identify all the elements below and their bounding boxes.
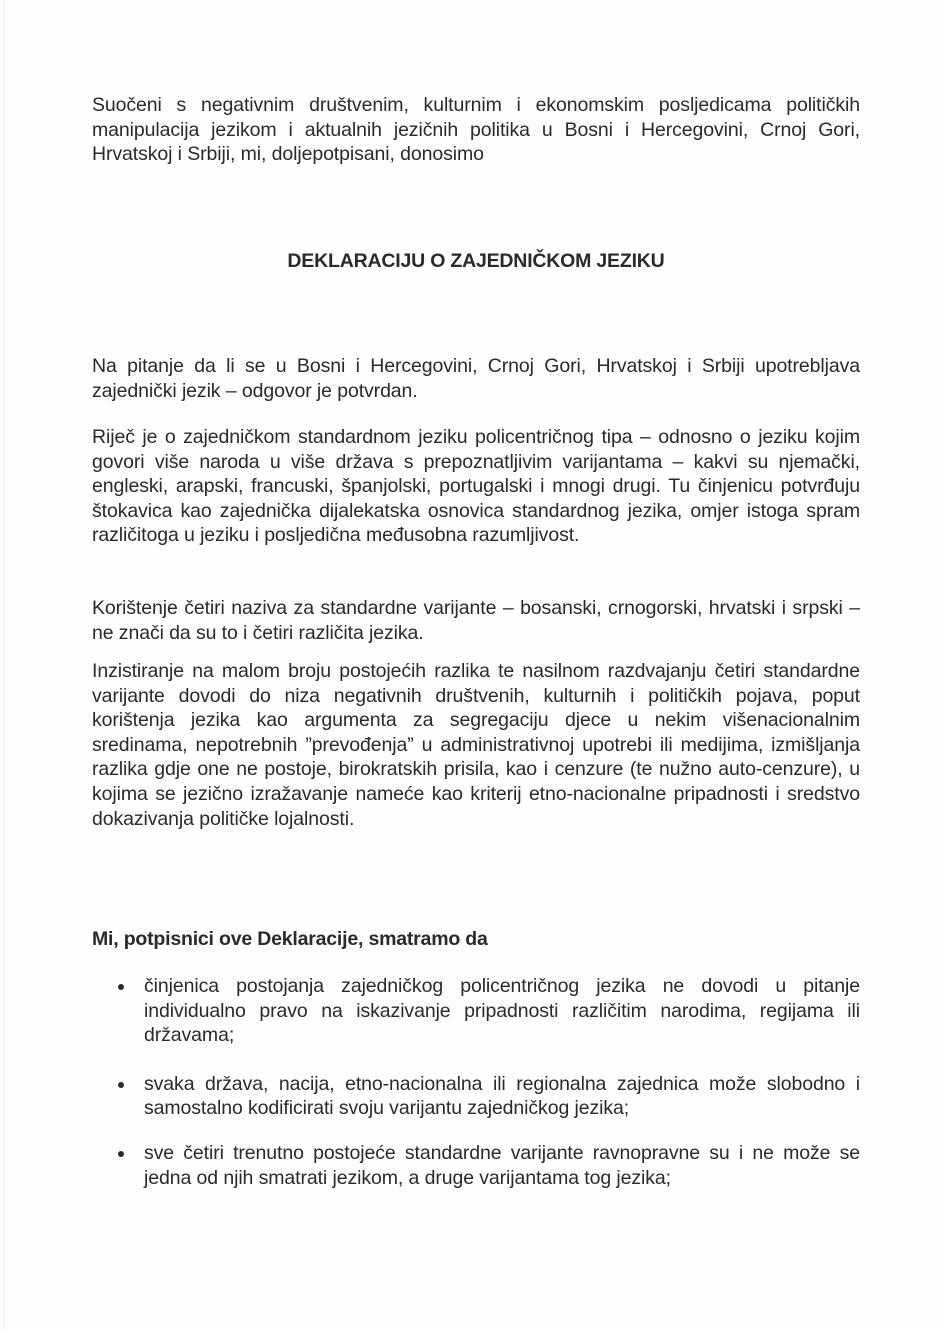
intro-paragraph: Suočeni s negativnim društvenim, kulturnim i ekonomskim posljedicama političkih manipulacija jezikom i aktualnih jezičnih politika u Bosni i Hercegovini, Crnoj Gori, Hrvatskoj i Srbiji, mi, doljepotpisani, donosimo xyxy=(92,94,860,166)
paragraph-negative-consequences: Inzistiranje na malom broju postojećih razlika te nasilnom razdvajanju četiri standardne varijante dovodi do niza negativnih društvenih, kulturnih i političkih pojava, poput korištenja jezika kao argumenta za segregaciju djece u nekim višenacionalnim sredinama, nepotrebnih ”prevođenja” u administrativnoj upotrebi ili medijima, izmišljanja razlika gdje one ne postoje, birokratskih prisila, kao i cenzure (te nužno auto-cenzure), u kojima se jezično izražavanje nameće kao kriterij etno-nacionalne pripadnosti i sredstvo dokazivanja političke lojalnosti. xyxy=(92,660,860,830)
signatories-subheading: Mi, potpisnici ove Deklaracije, smatramo da xyxy=(92,928,488,950)
bullet-icon xyxy=(118,1082,124,1088)
list-item-text: činjenica postojanja zajedničkog policentričnog jezika ne dovodi u pitanje individualno pravo na iskazivanje pripadnosti različitim narodima, regijama ili državama; xyxy=(144,975,860,1047)
list-item xyxy=(92,1072,860,1121)
list-item-text: sve četiri trenutno postojeće standardne varijante ravnopravne su i ne može se jedna od njih smatrati jezikom, a druge varijantama tog jezika; xyxy=(144,1141,860,1189)
paragraph-polycentric-language: Riječ je o zajedničkom standardnom jeziku policentričnog tipa – odnosno o jeziku kojim govori više naroda u više država s prepoznatljivim varijantama – kakvi su njemački, engleski, arapski, francuski, španjolski, portugalski i mnogi drugi. Tu činjenicu potvrđuju štokavica kao zajednička dijalekatska osnovica standardnog jezika, omjer istoga spram različitoga u jeziku i posljedična međusobna razumljivost. xyxy=(92,426,860,547)
bullet-icon xyxy=(118,1151,124,1157)
scan-edge-line xyxy=(4,0,5,1329)
list-item xyxy=(92,1141,860,1190)
paragraph-common-language-answer: Na pitanje da li se u Bosni i Hercegovini, Crnoj Gori, Hrvatskoj i Srbiji upotrebljava zajednički jezik – odgovor je potvrdan. xyxy=(92,355,860,402)
bullet-icon xyxy=(118,984,124,990)
paragraph-four-names: Korištenje četiri naziva za standardne varijante – bosanski, crnogorski, hrvatski i srpski – ne znači da su to i četiri različita jezika. xyxy=(92,597,860,644)
list-item xyxy=(92,974,860,1048)
list-item-text: svaka država, nacija, etno-nacionalna ili regionalna zajednica može slobodno i samostalno kodificirati svoju varijantu zajedničkog jezika; xyxy=(144,1072,860,1120)
declaration-points-list xyxy=(92,974,860,1214)
document-title: DEKLARACIJU O ZAJEDNIČKOM JEZIKU xyxy=(287,250,665,272)
